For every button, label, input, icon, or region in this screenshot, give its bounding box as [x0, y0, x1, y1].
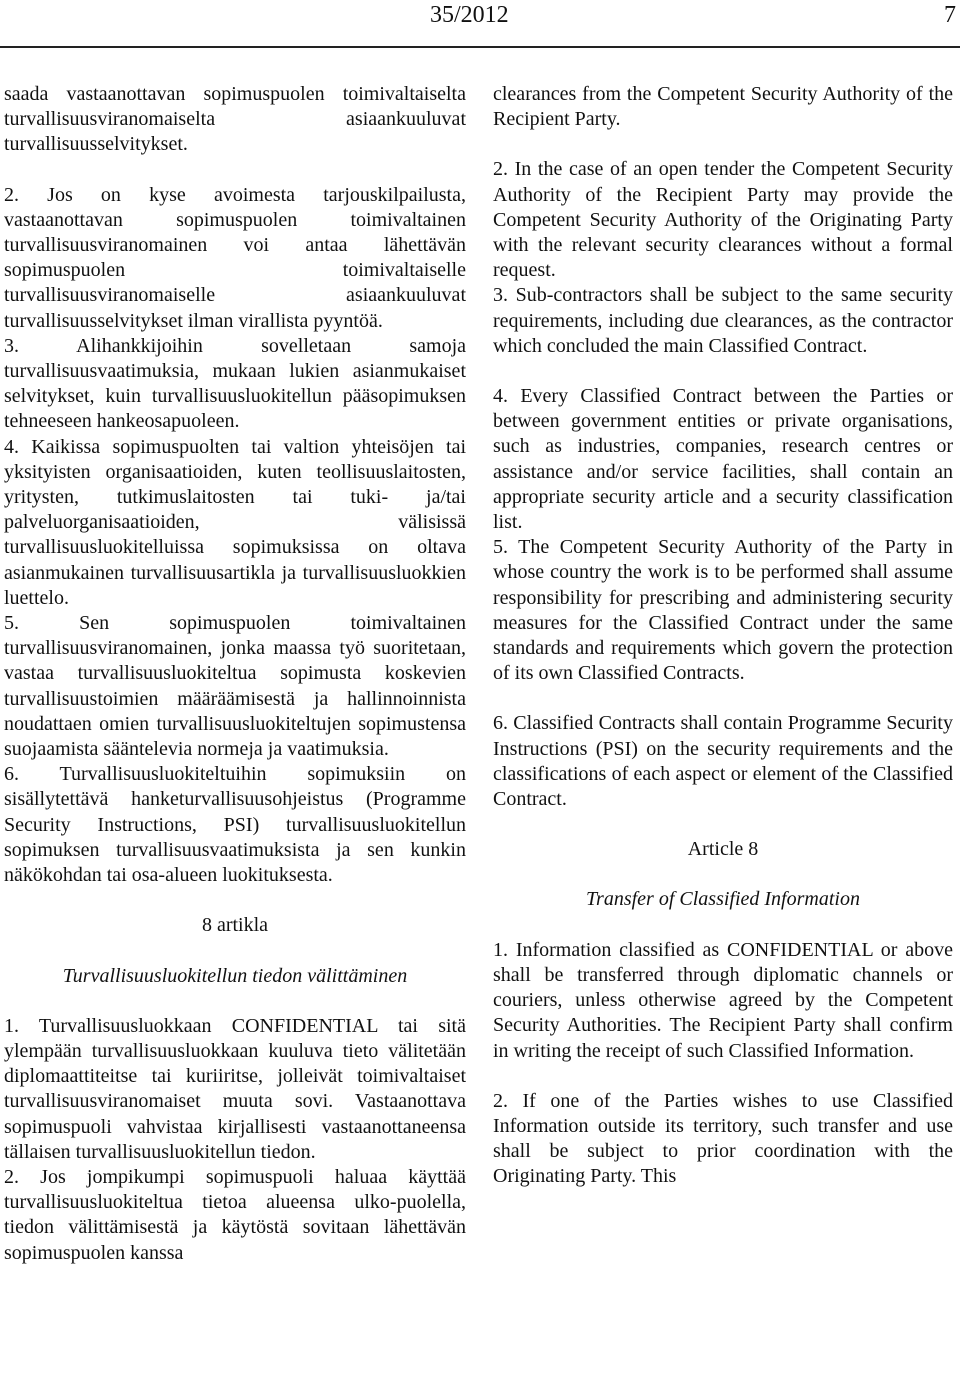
- finnish-column: [4, 82, 466, 1266]
- en-paragraph: 6. Classified Contracts shall contain Programme Security Instructions (PSI) on the security requirements and the classifications of each aspect or element of the Classified Contract.: [493, 712, 953, 811]
- fi-paragraph: 1. Turvallisuusluokkaan CONFIDENTIAL tai sitä ylempään turvallisuusluokkaan kuuluva tieto välitetään diplomaattiteitse tai kuriiritse, jolleivät toimivaltaiset turvallisuusviranomaiset muuta sovi. Vastaanottava sopimuspuoli vahvistaa kirjallisesti vastaanottaneensa tällaisen turvallisuusluokitellun tiedon.: [4, 1014, 466, 1163]
- en-paragraph: 5. The Competent Security Authority of the Party in whose country the work is to be performed shall assume responsibility for prescribing and administering security measures for the Classified Contract under the same standards and requirements which govern the protection of its own Classified Contracts.: [493, 536, 953, 685]
- en-paragraph: 3. Sub-contractors shall be subject to the same security requirements, including due clearances, as the contractor which concluded the main Classified Contract.: [493, 284, 953, 357]
- page-number: 7: [944, 2, 956, 28]
- issue-number: 35/2012: [430, 2, 509, 28]
- en-paragraph: clearances from the Competent Security Authority of the Recipient Party.: [493, 83, 953, 131]
- en-paragraph: 4. Every Classified Contract between the Parties or between government entities or private organisations, such as industries, companies, research centres or assistance and/or service facilities, shall contain an appropriate security article and a security classification list.: [493, 385, 953, 534]
- fi-paragraph: 2. Jos jompikumpi sopimuspuoli haluaa käyttää turvallisuusluokiteltua tietoa alueensa ulko-puolella, tiedon välittämisestä ja käytöstä sovitaan lähettävän sopimuspuolen kanssa: [4, 1165, 466, 1264]
- fi-paragraph: 2. Jos on kyse avoimesta tarjouskilpailusta, vastaanottavan sopimuspuolen toimivaltainen turvallisuusviranomainen voi antaa lähettävän sopimuspuolen toimivaltaiselle turvallisuusviranomaiselle asiaankuuluvat turvallisuusselvitykset ilman virallista pyyntöä.: [4, 183, 466, 332]
- en-article-title: Article 8: [687, 838, 759, 861]
- fi-paragraph: saada vastaanottavan sopimuspuolen toimivaltaiselta turvallisuusviranomaiselta asiaankuuluvat turvallisuusselvitykset.: [4, 83, 466, 156]
- fi-paragraph: 3. Alihankkijoihin sovelletaan samoja turvallisuusvaatimuksia, mukaan lukien asianmukaiset selvitykset, kuin turvallisuusluokitellun pääsopimuksen tehneeseen hankeosapuoleen.: [4, 334, 466, 433]
- page-header: [0, 0, 960, 46]
- fi-paragraph: 6. Turvallisuusluokiteltuihin sopimuksiin on sisällytettävä hanketurvallisuusohjeistus (Programme Security Instructions, PSI) turvallisuusluokitellun sopimuksen turvallisuusvaatimuksista ja sen kunkin näkökohdan tai osa-alueen luokituksesta.: [4, 763, 466, 887]
- fi-article-subtitle: Turvallisuusluokitellun tiedon välittäminen: [62, 964, 408, 987]
- english-column: [493, 82, 953, 1190]
- en-paragraph: 2. If one of the Parties wishes to use Classified Information outside its territory, such transfer and use shall be subject to prior coordination with the Originating Party. This: [493, 1089, 953, 1188]
- en-paragraph: 1. Information classified as CONFIDENTIAL or above shall be transferred through diplomatic channels or couriers, unless otherwise agreed by the Competent Security Authorities. The Recipient Party shall confirm in writing the receipt of such Classified Information.: [493, 938, 953, 1062]
- header-rule: [0, 46, 960, 48]
- fi-paragraph: 5. Sen sopimuspuolen toimivaltainen turvallisuusviranomainen, jonka maassa työ suoritetaan, vastaa turvallisuusluokiteltua sopimusta koskevien turvallisuustoimien määräämisestä ja hallinnoinnista noudattaen omien turvallisuusluokiteltujen sopimustensa suojaamista sääntelevia normeja ja vaatimuksia.: [4, 612, 466, 761]
- en-paragraph: 2. In the case of an open tender the Competent Security Authority of the Recipient Party may provide the Competent Security Authority of the Originating Party with the relevant security clearances without a formal request.: [493, 158, 953, 282]
- en-article-subtitle: Transfer of Classified Information: [586, 888, 860, 911]
- fi-article-title: 8 artikla: [201, 914, 269, 937]
- fi-paragraph: 4. Kaikissa sopimuspuolten tai valtion yhteisöjen tai yksityisten organisaatioiden, kuten teollisuuslaitosten, yritysten, tutkimuslaitosten tai tuki- ja/tai palveluorganisaatioiden, välisissä turvallisuusluokitelluissa sopimuksissa on oltava asianmukainen turvallisuusartikla ja turvallisuusluokkien luettelo.: [4, 435, 466, 609]
